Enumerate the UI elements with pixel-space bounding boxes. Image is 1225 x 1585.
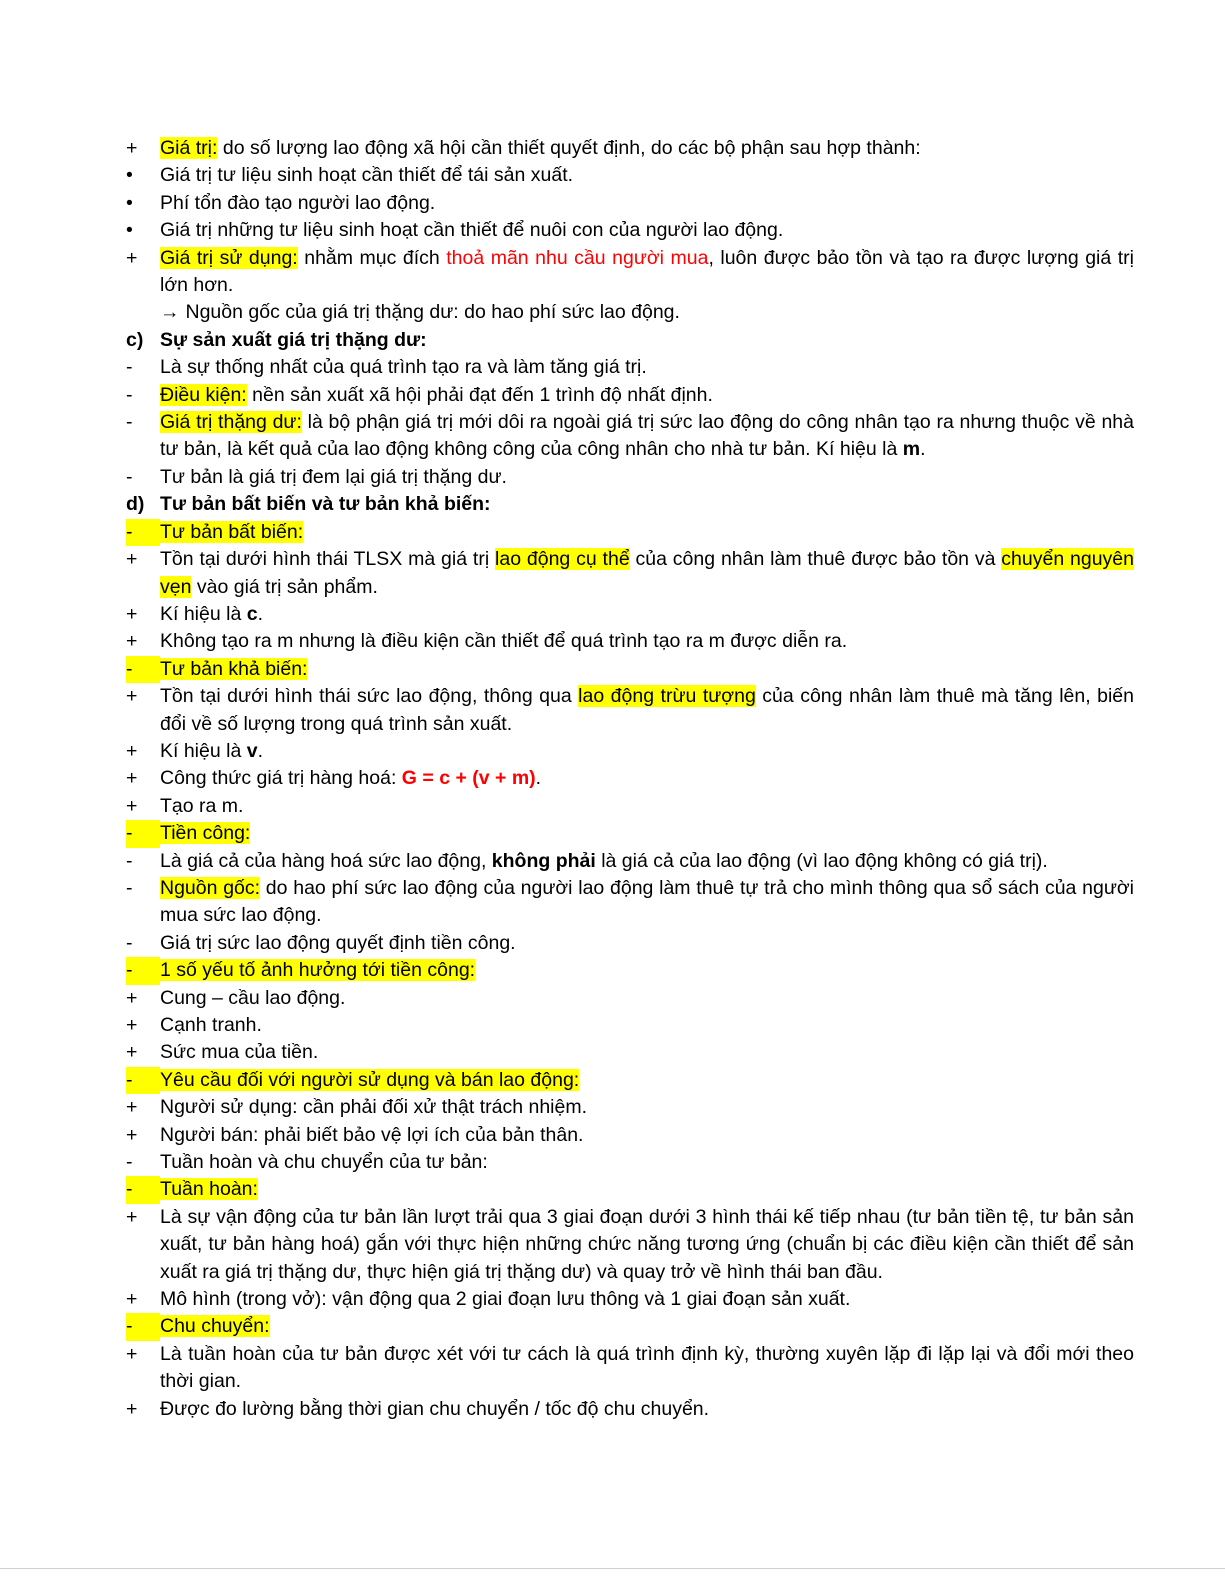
text-run: Cạnh tranh. (160, 1014, 262, 1036)
line-marker: - (126, 411, 133, 434)
highlighted-text: Tiền công: (160, 822, 251, 845)
document-line (126, 628, 1134, 655)
line-text (160, 464, 1134, 491)
document-line (126, 519, 1134, 546)
text-run: không phải (491, 849, 596, 872)
line-text (160, 1067, 1134, 1094)
line-text (160, 1176, 1134, 1203)
highlighted-text: Giá trị thặng dư: (160, 411, 302, 434)
line-marker: + (126, 794, 138, 817)
line-marker: + (126, 137, 138, 159)
line-marker: - (126, 656, 160, 683)
line-text (160, 1012, 1134, 1039)
page-bottom-rule (0, 1568, 1225, 1569)
line-marker: - (126, 519, 160, 546)
line-marker: • (126, 219, 133, 242)
text-run: Tư bản là giá trị đem lại giá trị thặng dư. (160, 465, 507, 488)
line-marker: + (126, 1205, 138, 1228)
document-line (126, 738, 1134, 765)
document-body (126, 135, 1134, 1423)
document-line (126, 464, 1134, 491)
line-text (160, 354, 1134, 381)
line-text (160, 738, 1134, 765)
text-run: Nguồn gốc của giá trị thặng dư: do hao phí sức lao động. (185, 301, 680, 324)
line-text (160, 382, 1134, 409)
line-marker: - (126, 1176, 160, 1203)
text-run: Là giá cả của hàng hoá sức lao động, (160, 849, 492, 872)
document-line (126, 1012, 1134, 1039)
line-text (160, 1286, 1134, 1313)
highlighted-text: Tuần hoàn: (160, 1178, 258, 1201)
document-line (126, 601, 1134, 628)
line-text (160, 1039, 1134, 1066)
text-run: Tuần hoàn và chu chuyển của tư bản: (160, 1151, 488, 1174)
line-text (160, 848, 1134, 875)
document-line (126, 1122, 1134, 1149)
text-run: do hao phí sức lao động của người lao động làm thuê tự trả cho mình thông qua sổ sách của người mua sức lao động. (160, 876, 1134, 927)
text-run: Giá trị sức lao động quyết định tiền công. (160, 931, 516, 954)
text-run: . (535, 767, 542, 790)
line-text (160, 1313, 1134, 1340)
text-run: Sức mua của tiền. (160, 1041, 319, 1064)
text-run: Cung – cầu lao động. (160, 986, 346, 1009)
text-run: Người sử dụng: cần phải đối xử thật trách nhiệm. (160, 1096, 588, 1119)
text-run: là giá cả của lao động (vì lao động không có giá trị). (595, 849, 1048, 872)
line-text (160, 985, 1134, 1012)
line-text (160, 409, 1134, 464)
document-line (126, 1341, 1134, 1396)
line-text (160, 601, 1134, 628)
document-line (126, 1204, 1134, 1286)
highlighted-text: lao động cụ thể (495, 548, 630, 571)
line-marker: • (126, 164, 133, 187)
line-marker: + (126, 246, 138, 269)
line-text (160, 546, 1134, 601)
line-text (160, 1122, 1134, 1149)
line-marker: - (126, 1151, 133, 1174)
line-text (160, 190, 1134, 217)
text-run: của công nhân làm thuê mà tăng lên, biến đổi về số lượng trong quá trình sản xuất. (160, 685, 1134, 735)
text-run: Giá trị tư liệu sinh hoạt cần thiết để tái sản xuất. (160, 164, 574, 187)
line-marker: + (126, 767, 138, 790)
line-marker: - (126, 1067, 160, 1094)
text-run: Phí tổn đào tạo người lao động. (160, 191, 436, 214)
highlighted-text: lao động trừu tượng (578, 685, 756, 708)
document-line (126, 1396, 1134, 1423)
highlighted-text: Giá trị: (160, 137, 218, 159)
line-text (160, 793, 1134, 820)
line-marker: + (126, 685, 138, 708)
text-run: Kí hiệu là (160, 602, 247, 625)
document-line (126, 1067, 1134, 1094)
document-line (126, 1039, 1134, 1066)
line-text (160, 765, 1134, 792)
line-marker: + (126, 1397, 138, 1420)
line-text (160, 299, 1134, 326)
line-text (160, 875, 1134, 930)
line-marker: • (126, 191, 133, 214)
line-marker: - (126, 849, 133, 872)
text-run: Không tạo ra m nhưng là điều kiện cần thiết để quá trình tạo ra m được diễn ra. (160, 630, 848, 653)
document-line (126, 1176, 1134, 1203)
text-run: Kí hiệu là (160, 739, 247, 762)
line-marker: + (126, 602, 138, 625)
line-marker: d) (126, 493, 145, 516)
line-text (160, 683, 1134, 738)
highlighted-text: Giá trị sử dụng: (160, 246, 298, 269)
line-marker: + (126, 630, 138, 653)
line-marker: - (126, 820, 160, 847)
document-line (126, 765, 1134, 792)
text-run: vào giá trị sản phẩm. (191, 575, 378, 598)
text-run: m (902, 438, 921, 461)
text-run: Mô hình (trong vở): vận động qua 2 giai đoạn lưu thông và 1 giai đoạn sản xuất. (160, 1288, 851, 1311)
text-run: Tồn tại dưới hình thái sức lao động, thông qua (160, 685, 579, 708)
line-text (160, 1341, 1134, 1396)
document-line (126, 1286, 1134, 1313)
text-run: nền sản xuất xã hội phải đạt đến 1 trình độ nhất định. (246, 383, 713, 406)
document-line (126, 985, 1134, 1012)
text-run: , luôn được bảo tồn và tạo ra được lượng giá trị lớn hơn. (160, 246, 1134, 297)
highlighted-text: 1 số yếu tố ảnh hưởng tới tiền công: (160, 959, 476, 982)
document-line (126, 1313, 1134, 1340)
document-line (126, 875, 1134, 930)
line-text (160, 1204, 1134, 1286)
highlighted-text: Chu chuyển: (160, 1315, 270, 1338)
line-marker: + (126, 1096, 138, 1119)
text-run: Người bán: phải biết bảo vệ lợi ích của bản thân. (160, 1123, 584, 1146)
line-marker: - (126, 356, 133, 379)
line-marker: - (126, 1313, 160, 1340)
document-line (126, 683, 1134, 738)
highlighted-text: Yêu cầu đối với người sử dụng và bán lao động: (160, 1068, 580, 1091)
text-run: Tư bản bất biến và tư bản khả biến: (160, 493, 491, 516)
line-marker: + (126, 1014, 138, 1036)
document-line (126, 162, 1134, 189)
text-run: Tạo ra m. (160, 794, 244, 817)
line-text (160, 1094, 1134, 1121)
text-run: Giá trị những tư liệu sinh hoạt cần thiết để nuôi con của người lao động. (160, 219, 784, 242)
line-marker: c) (126, 328, 144, 351)
document-line (126, 546, 1134, 601)
line-text (160, 135, 1134, 162)
line-text (160, 656, 1134, 683)
text-run: . (257, 602, 264, 625)
text-run: Tồn tại dưới hình thái TLSX mà giá trị (160, 548, 496, 571)
line-text (160, 245, 1134, 300)
highlighted-text: Điều kiện: (160, 383, 247, 406)
line-marker: + (126, 548, 138, 571)
document-line (126, 135, 1134, 162)
line-text (160, 1396, 1134, 1423)
line-marker: - (126, 465, 133, 488)
line-text (160, 957, 1134, 984)
text-run: v (246, 739, 258, 762)
line-text (160, 327, 1134, 354)
line-text (160, 1149, 1134, 1176)
line-marker: + (126, 739, 138, 762)
document-line (126, 491, 1134, 518)
line-text (160, 491, 1134, 518)
text-run: là bộ phận giá trị mới dôi ra ngoài giá trị sức lao động do công nhân tạo ra nhưng thuộc về nhà tư bản, là kết quả của lao động không công của công nhân cho nhà tư bản. Kí hiệu là (160, 411, 1134, 461)
highlighted-text: Tư bản khả biến: (160, 657, 308, 680)
document-line (126, 820, 1134, 847)
line-text (160, 820, 1134, 847)
line-marker: - (126, 383, 133, 406)
highlighted-text: Nguồn gốc: (160, 876, 261, 899)
text-run: thoả mãn nhu cầu người mua (446, 246, 709, 269)
text-run: Công thức giá trị hàng hoá: (160, 767, 402, 790)
line-marker: + (126, 1288, 138, 1311)
text-run: Sự sản xuất giá trị thặng dư: (160, 328, 427, 351)
line-marker: - (126, 876, 133, 899)
line-text (160, 930, 1134, 957)
line-marker: + (126, 986, 138, 1009)
line-marker: - (126, 957, 160, 984)
line-marker: + (126, 1123, 138, 1146)
document-line (126, 1094, 1134, 1121)
document-line (126, 299, 1134, 326)
document-line (126, 848, 1134, 875)
text-run: Là tuần hoàn của tư bản được xét với tư cách là quá trình định kỳ, thường xuyên lặp đi lặp lại và đổi mới theo thời gian. (160, 1342, 1134, 1393)
document-line (126, 656, 1134, 683)
text-run: của công nhân làm thuê được bảo tồn và (629, 548, 1002, 571)
document-line (126, 190, 1134, 217)
text-run: c (246, 602, 258, 625)
highlighted-text: Tư bản bất biến: (160, 520, 304, 543)
line-text (160, 628, 1134, 655)
document-line (126, 1149, 1134, 1176)
document-line (126, 382, 1134, 409)
line-text (160, 519, 1134, 546)
line-text (160, 162, 1134, 189)
highlighted-text: chuyển nguyên vẹn (160, 548, 1134, 598)
document-line (126, 793, 1134, 820)
document-line (126, 957, 1134, 984)
line-text (160, 217, 1134, 244)
text-run: Là sự thống nhất của quá trình tạo ra và làm tăng giá trị. (160, 356, 647, 379)
text-run: nhằm mục đích (297, 246, 447, 269)
line-marker: + (126, 1041, 138, 1064)
document-line (126, 327, 1134, 354)
document-line (126, 930, 1134, 957)
line-marker: - (126, 931, 133, 954)
text-run: G = c + (v + m) (401, 767, 536, 790)
text-run: . (920, 438, 926, 461)
arrow-right-icon: → (160, 301, 180, 324)
document-line (126, 409, 1134, 464)
line-marker: + (126, 1342, 138, 1365)
document-line (126, 354, 1134, 381)
document-line (126, 217, 1134, 244)
text-run: Là sự vận động của tư bản lần lượt trải qua 3 giai đoạn dưới 3 hình thái kế tiếp nhau (tư bản tiền tệ, tư bản sản xuất, tư bản hàng hoá) gắn với thực hiện những chức năng tương ứng (chuẩn bị các điều kiện cần thiết để sản xuất ra giá trị thặng dư, thực hiện giá trị thặng dư) và quay trở về hình thái ban đầu. (160, 1205, 1134, 1283)
text-run: do số lượng lao động xã hội cần thiết quyết định, do các bộ phận sau hợp thành: (217, 137, 921, 159)
document-line (126, 245, 1134, 300)
text-run: Được đo lường bằng thời gian chu chuyển / tốc độ chu chuyển. (160, 1397, 710, 1420)
text-run: . (257, 739, 264, 762)
